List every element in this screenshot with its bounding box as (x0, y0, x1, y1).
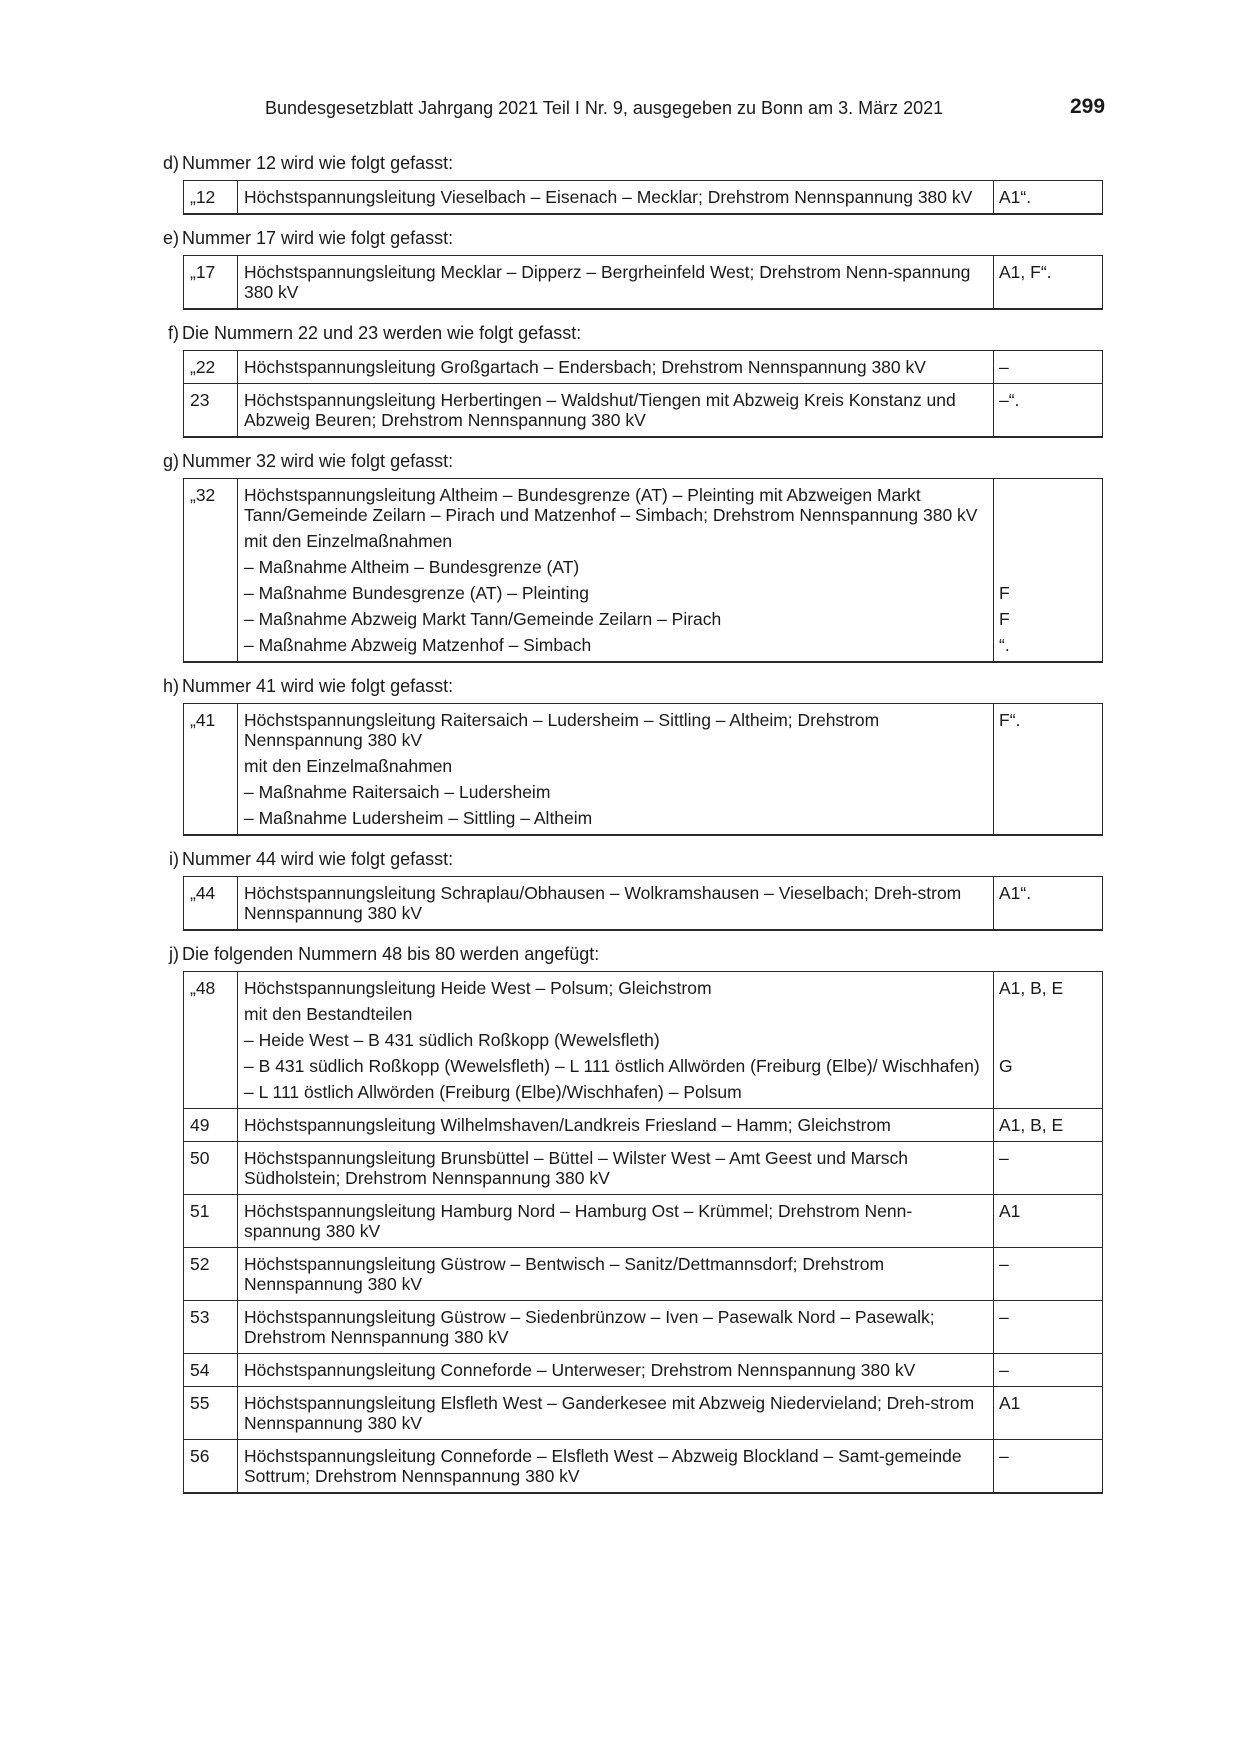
description-line: Höchstspannungsleitung Raitersaich – Ludersheim – Sittling – Altheim; Drehstrom Nennspannung 380 kV (244, 710, 880, 750)
entry-description (238, 1248, 994, 1301)
table-row (184, 1354, 1103, 1387)
entry-marker (994, 479, 1103, 663)
table-row (184, 1387, 1103, 1440)
entry-description (238, 704, 994, 836)
section-text: Die Nummern 22 und 23 werden wie folgt gefasst: (182, 323, 582, 343)
section-letter: f) (168, 323, 179, 343)
table-row (184, 1195, 1103, 1248)
table-row (184, 256, 1103, 310)
section-heading (155, 675, 1103, 697)
sub-line: – Maßnahme Abzweig Markt Tann/Gemeinde Zeilarn – Pirach (244, 609, 722, 629)
marker-line (999, 1082, 1097, 1102)
entry-number: 49 (184, 1109, 238, 1142)
marker-line: – (999, 1360, 1009, 1380)
table-row (184, 1109, 1103, 1142)
section-text: Nummer 12 wird wie folgt gefasst: (182, 153, 454, 173)
section-heading (155, 848, 1103, 870)
entry-number: 55 (184, 1387, 238, 1440)
marker-line: F (999, 609, 1010, 629)
section-heading (155, 943, 1103, 965)
amendment-table (183, 703, 1103, 836)
entry-marker (994, 1440, 1103, 1494)
section-letter: g) (162, 451, 179, 471)
entry-number: 54 (184, 1354, 238, 1387)
marker-line (999, 531, 1097, 551)
description-line: Höchstspannungsleitung Vieselbach – Eisenach – Mecklar; Drehstrom Nennspannung 380 kV (244, 187, 973, 207)
marker-line: A1, F“. (999, 262, 1052, 282)
entry-number: „22 (184, 351, 238, 384)
entry-marker (994, 181, 1103, 215)
section-heading (155, 450, 1103, 472)
entry-number: 53 (184, 1301, 238, 1354)
amendment-section (155, 322, 1103, 438)
sub-line: – L 111 östlich Allwörden (Freiburg (Elbe)/Wischhafen) – Polsum (244, 1082, 742, 1102)
entry-number: 51 (184, 1195, 238, 1248)
description-line: Höchstspannungsleitung Brunsbüttel – Büttel – Wilster West – Amt Geest und Marsch Südholstein; Drehstrom Nennspannung 380 kV (244, 1148, 909, 1188)
entry-description (238, 479, 994, 663)
marker-line: A1, B, E (999, 1115, 1064, 1135)
amendment-table (183, 180, 1103, 215)
entry-description (238, 351, 994, 384)
amendment-table (183, 876, 1103, 931)
entry-number: 52 (184, 1248, 238, 1301)
description-line: Höchstspannungsleitung Schraplau/Obhausen – Wolkramshausen – Vieselbach; Dreh-strom Nennspannung 380 kV (244, 883, 962, 923)
marker-line: – (999, 1307, 1009, 1327)
entry-number: 50 (184, 1142, 238, 1195)
page-header (0, 95, 1241, 128)
section-text: Nummer 17 wird wie folgt gefasst: (182, 228, 454, 248)
gazette-title: Bundesgesetzblatt Jahrgang 2021 Teil I Nr. 9, ausgegeben zu Bonn am 3. März 2021 (265, 98, 944, 118)
marker-line: – (999, 1148, 1009, 1168)
marker-line: – (999, 1446, 1009, 1466)
table-row (184, 181, 1103, 215)
entry-description (238, 1387, 994, 1440)
amendment-section (155, 848, 1103, 931)
description-line: Höchstspannungsleitung Altheim – Bundesgrenze (AT) – Pleinting mit Abzweigen Markt Tann/Gemeinde Zeilarn – Pirach und Matzenhof – Simbach; Drehstrom Nennspannung 380 kV (244, 485, 978, 525)
entry-marker (994, 1195, 1103, 1248)
marker-line: – (999, 1254, 1009, 1274)
description-line: Höchstspannungsleitung Hamburg Nord – Hamburg Ost – Krümmel; Drehstrom Nenn-spannung 380 kV (244, 1201, 913, 1241)
sub-line: – Maßnahme Raitersaich – Ludersheim (244, 782, 551, 802)
sub-line: – Maßnahme Ludersheim – Sittling – Altheim (244, 808, 593, 828)
entry-description (238, 181, 994, 215)
table-row (184, 972, 1103, 1109)
marker-line (999, 782, 1097, 802)
entry-marker (994, 877, 1103, 931)
section-text: Nummer 41 wird wie folgt gefasst: (182, 676, 454, 696)
entry-number: 23 (184, 384, 238, 438)
amendment-section (155, 675, 1103, 836)
entry-number: 56 (184, 1440, 238, 1494)
entry-number: „44 (184, 877, 238, 931)
amendment-section (155, 227, 1103, 310)
section-letter: j) (169, 944, 179, 964)
amendment-table (183, 350, 1103, 438)
section-letter: i) (169, 849, 179, 869)
table-row (184, 704, 1103, 836)
entry-marker (994, 351, 1103, 384)
description-line: Höchstspannungsleitung Mecklar – Dipperz – Bergrheinfeld West; Drehstrom Nenn-spannung 380 kV (244, 262, 971, 302)
entry-marker (994, 704, 1103, 836)
entry-description (238, 1142, 994, 1195)
sub-line: – Maßnahme Bundesgrenze (AT) – Pleinting (244, 583, 589, 603)
marker-line: – (999, 357, 1009, 377)
entry-description (238, 877, 994, 931)
section-heading (155, 227, 1103, 249)
marker-line (999, 756, 1097, 776)
entry-number: „17 (184, 256, 238, 310)
table-row (184, 384, 1103, 438)
amendment-table (183, 478, 1103, 663)
table-row (184, 1440, 1103, 1494)
sub-line: – Maßnahme Abzweig Matzenhof – Simbach (244, 635, 592, 655)
description-line: Höchstspannungsleitung Herbertingen – Waldshut/Tiengen mit Abzweig Kreis Konstanz und Abzweig Beuren; Drehstrom Nennspannung 380 kV (244, 390, 956, 430)
marker-line: A1“. (999, 187, 1032, 207)
marker-line: G (999, 1056, 1013, 1076)
description-line: Höchstspannungsleitung Conneforde – Elsfleth West – Abzweig Blockland – Samt-gemeinde Sottrum; Drehstrom Nennspannung 380 kV (244, 1446, 962, 1486)
description-line: Höchstspannungsleitung Heide West – Polsum; Gleichstrom (244, 978, 712, 998)
sub-line: mit den Bestandteilen (244, 1004, 413, 1024)
entry-number: „41 (184, 704, 238, 836)
entry-number: „48 (184, 972, 238, 1109)
marker-line: –“. (999, 390, 1020, 410)
section-text: Die folgenden Nummern 48 bis 80 werden angefügt: (182, 944, 600, 964)
sub-line: mit den Einzelmaßnahmen (244, 756, 453, 776)
description-line: Höchstspannungsleitung Wilhelmshaven/Landkreis Friesland – Hamm; Gleichstrom (244, 1115, 891, 1135)
amendment-table (183, 255, 1103, 310)
amendment-table (183, 971, 1103, 1494)
description-line: Höchstspannungsleitung Conneforde – Unterweser; Drehstrom Nennspannung 380 kV (244, 1360, 916, 1380)
entry-description (238, 1354, 994, 1387)
section-text: Nummer 32 wird wie folgt gefasst: (182, 451, 454, 471)
amendment-section (155, 152, 1103, 215)
entry-marker (994, 1301, 1103, 1354)
section-letter: d) (162, 153, 179, 173)
marker-line: “. (999, 635, 1010, 655)
table-row (184, 479, 1103, 663)
entry-number: „12 (184, 181, 238, 215)
amendment-section (155, 943, 1103, 1494)
section-text: Nummer 44 wird wie folgt gefasst: (182, 849, 454, 869)
section-heading (155, 322, 1103, 344)
section-letter: e) (162, 228, 179, 248)
marker-line (999, 1030, 1097, 1050)
marker-line: A1“. (999, 883, 1032, 903)
entry-description (238, 1440, 994, 1494)
marker-line: A1 (999, 1393, 1021, 1413)
marker-line: A1, B, E (999, 978, 1064, 998)
table-row (184, 351, 1103, 384)
marker-line (999, 1004, 1097, 1024)
page-number: 299 (1070, 95, 1106, 118)
entry-marker (994, 1387, 1103, 1440)
table-row (184, 877, 1103, 931)
section-letter: h) (162, 676, 179, 696)
sub-line: – B 431 südlich Roßkopp (Wewelsfleth) – L 111 östlich Allwörden (Freiburg (Elbe)/ Wischhafen) (244, 1056, 980, 1076)
marker-line (999, 808, 1097, 828)
description-line: Höchstspannungsleitung Güstrow – Siedenbrünzow – Iven – Pasewalk Nord – Pasewalk; Drehstrom Nennspannung 380 kV (244, 1307, 935, 1347)
marker-line: A1 (999, 1201, 1021, 1221)
marker-line: F“. (999, 710, 1021, 730)
marker-line (999, 485, 1097, 525)
entry-description (238, 1195, 994, 1248)
description-line: Höchstspannungsleitung Güstrow – Bentwisch – Sanitz/Dettmannsdorf; Drehstrom Nennspannung 380 kV (244, 1254, 885, 1294)
sub-line: – Heide West – B 431 südlich Roßkopp (Wewelsfleth) (244, 1030, 660, 1050)
description-line: Höchstspannungsleitung Großgartach – Endersbach; Drehstrom Nennspannung 380 kV (244, 357, 926, 377)
entry-description (238, 972, 994, 1109)
entry-marker (994, 256, 1103, 310)
description-line: Höchstspannungsleitung Elsfleth West – Ganderkesee mit Abzweig Niedervieland; Dreh-strom Nennspannung 380 kV (244, 1393, 975, 1433)
marker-line (999, 557, 1097, 577)
entry-marker (994, 384, 1103, 438)
table-row (184, 1248, 1103, 1301)
entry-description (238, 1109, 994, 1142)
entry-description (238, 384, 994, 438)
section-heading (155, 152, 1103, 174)
entry-marker (994, 972, 1103, 1109)
document-body (155, 152, 1103, 1506)
entry-marker (994, 1109, 1103, 1142)
entry-marker (994, 1248, 1103, 1301)
entry-description (238, 1301, 994, 1354)
amendment-section (155, 450, 1103, 663)
sub-line: – Maßnahme Altheim – Bundesgrenze (AT) (244, 557, 580, 577)
entry-number: „32 (184, 479, 238, 663)
entry-marker (994, 1354, 1103, 1387)
table-row (184, 1142, 1103, 1195)
table-row (184, 1301, 1103, 1354)
sub-line: mit den Einzelmaßnahmen (244, 531, 453, 551)
entry-marker (994, 1142, 1103, 1195)
marker-line: F (999, 583, 1010, 603)
entry-description (238, 256, 994, 310)
